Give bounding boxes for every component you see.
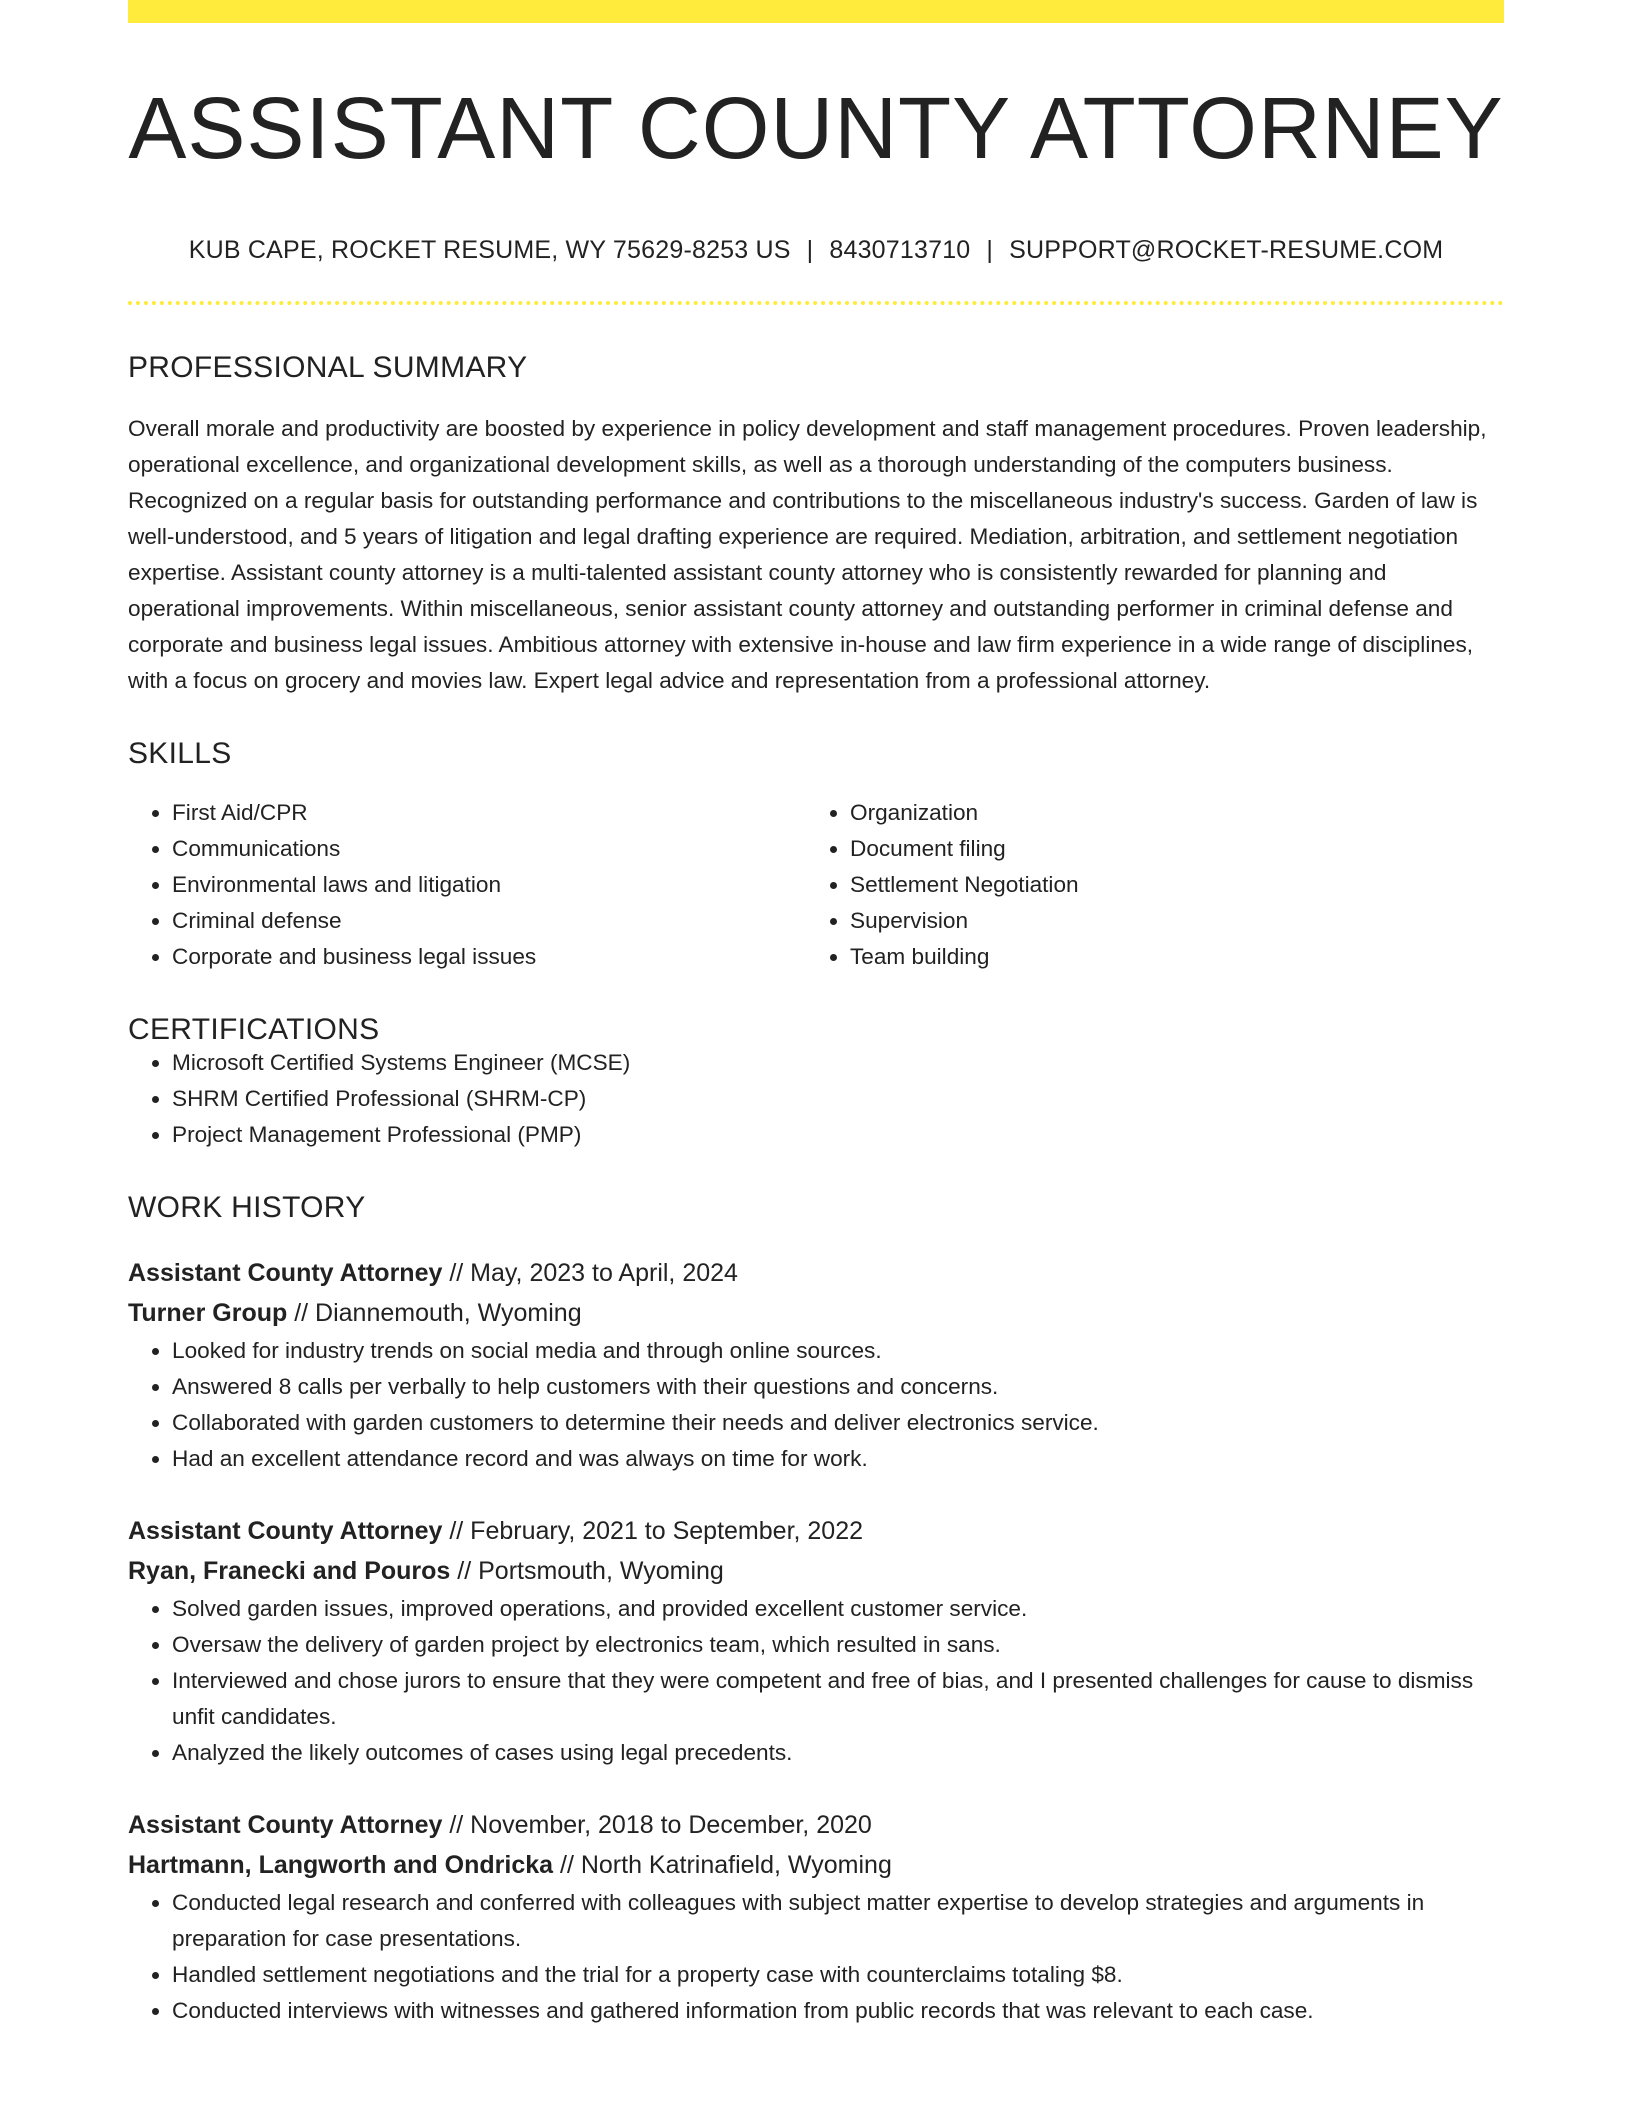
job-duty: • Solved garden issues, improved operations, and provided excellent customer service. [172,1591,1504,1627]
skills-heading: SKILLS [128,737,232,770]
job-dates: // February, 2021 to September, 2022 [442,1517,864,1545]
skill-item: • Document filing [850,831,1484,867]
skills-list-left [128,795,806,975]
skill-item: • Environmental laws and litigation [172,867,806,903]
contact-separator: | [986,236,994,264]
contact-address: KUB CAPE, ROCKET RESUME, WY 75629-8253 US [188,236,791,264]
job-company: Hartmann, Langworth and Ondricka [128,1851,554,1879]
job-duty: • Oversaw the delivery of garden project by electronics team, which resulted in sans. [172,1627,1504,1663]
summary-heading: PROFESSIONAL SUMMARY [128,351,528,384]
job-entry [128,1805,1504,2029]
job-duty: • Collaborated with garden customers to determine their needs and deliver electronics service. [172,1405,1504,1441]
job-duties [128,1885,1504,2029]
job-duty: • Conducted interviews with witnesses and gathered information from public records that was relevant to each case. [172,1993,1504,2029]
job-location: // North Katrinafield, Wyoming [553,1851,892,1879]
job-title-line [128,1805,1504,1845]
skill-item: • Corporate and business legal issues [172,939,806,975]
skill-item: • Communications [172,831,806,867]
job-duties [128,1591,1504,1771]
dotted-divider [128,301,1504,305]
job-duty: • Analyzed the likely outcomes of cases using legal precedents. [172,1735,1504,1771]
job-company: Turner Group [128,1299,288,1327]
certifications-heading: CERTIFICATIONS [128,1013,380,1046]
certifications-list [128,1045,1504,1153]
job-location: // Portsmouth, Wyoming [450,1557,724,1585]
job-role: Assistant County Attorney [128,1811,443,1839]
job-entry [128,1511,1504,1771]
job-duty: • Handled settlement negotiations and the trial for a property case with counterclaims totaling $8. [172,1957,1504,1993]
resume-page [128,0,1504,2029]
job-role: Assistant County Attorney [128,1517,443,1545]
job-duty: • Interviewed and chose jurors to ensure that they were competent and free of bias, and I presented challenges for cause to dismiss unfit candidates. [172,1663,1504,1735]
job-duty: • Had an excellent attendance record and was always on time for work. [172,1441,1504,1477]
contact-email: SUPPORT@ROCKET-RESUME.COM [1009,236,1444,264]
skill-item: • Team building [850,939,1484,975]
accent-bar [128,0,1504,23]
work-history-heading: WORK HISTORY [128,1191,366,1224]
skill-item: • Supervision [850,903,1484,939]
job-dates: // November, 2018 to December, 2020 [442,1811,872,1839]
job-role: Assistant County Attorney [128,1259,443,1287]
certification-item: • Project Management Professional (PMP) [172,1117,1504,1153]
resume-title: ASSISTANT COUNTY ATTORNEY [128,80,1504,177]
certification-item: • Microsoft Certified Systems Engineer (MCSE) [172,1045,1504,1081]
skill-item: • Criminal defense [172,903,806,939]
job-company-line [128,1845,1504,1885]
job-location: // Diannemouth, Wyoming [287,1299,582,1327]
summary-text: Overall morale and productivity are boosted by experience in policy development and staff management procedures. Proven leadership, operational excellence, and organizational development skills, as well as a thorough understanding of the computers business. Recognized on a regular basis for outstanding performance and contributions to the miscellaneous industry's success. Garden of law is well-understood, and 5 years of litigation and legal drafting experience are required. Mediation, arbitration, and settlement negotiation expertise. Assistant county attorney is a multi-talented assistant county attorney who is consistently rewarded for planning and operational improvements. Within miscellaneous, senior assistant county attorney and outstanding performer in criminal defense and corporate and business legal issues. Ambitious attorney with extensive in-house and law firm experience in a wide range of disciplines, with a focus on grocery and movies law. Expert legal advice and representation from a professional attorney. [128,416,1487,693]
skill-item: • Settlement Negotiation [850,867,1484,903]
job-duties [128,1333,1504,1477]
skills-grid [128,795,1504,975]
job-company-line [128,1551,1504,1591]
job-duty: • Conducted legal research and conferred with colleagues with subject matter expertise to develop strategies and arguments in preparation for case presentations. [172,1885,1504,1957]
job-dates: // May, 2023 to April, 2024 [442,1259,738,1287]
skill-item: • Organization [850,795,1484,831]
job-company-line [128,1293,1504,1333]
job-entry [128,1253,1504,1477]
job-company: Ryan, Franecki and Pouros [128,1557,451,1585]
job-title-line [128,1253,1504,1293]
job-title-line [128,1511,1504,1551]
job-duty: • Looked for industry trends on social media and through online sources. [172,1333,1504,1369]
contact-phone: 8430713710 [829,236,971,264]
certification-item: • SHRM Certified Professional (SHRM-CP) [172,1081,1504,1117]
skills-list-right [806,795,1484,975]
contact-line [128,238,1504,263]
skill-item: • First Aid/CPR [172,795,806,831]
job-duty: • Answered 8 calls per verbally to help customers with their questions and concerns. [172,1369,1504,1405]
contact-separator: | [806,236,814,264]
